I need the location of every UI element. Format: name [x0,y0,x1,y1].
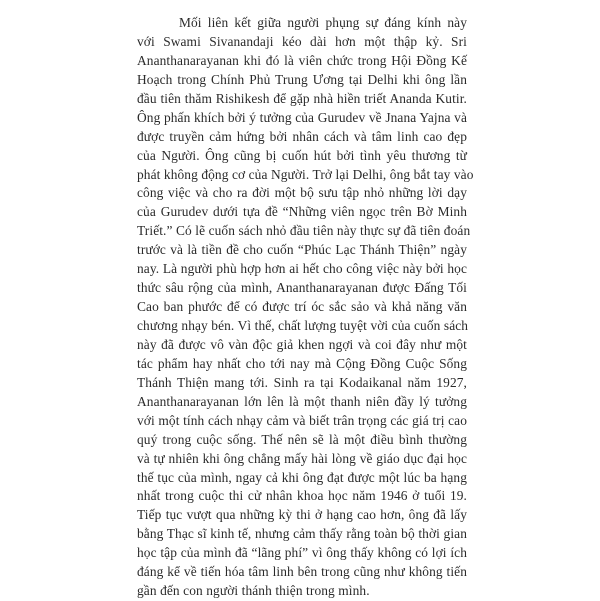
text-line: đầu tiên thăm Rishikesh để gặp nhà hiền triết Ananda Kutir. [137,90,467,106]
text-line: của Người. Ông cũng bị cuốn hút bởi tình yêu thương từ [137,147,467,163]
text-line: tác phẩm hay nhất cho tới nay mà Cộng Đồng Cuộc Sống [137,355,467,371]
text-line: Thánh Thiện mang tới. Sinh ra tại Kodaikanal năm 1927, [137,374,467,390]
text-line: của Gurudev dưới tựa đề “Những viên ngọc trên Bờ Minh [137,204,467,220]
text-line: Ananthanarayanan khi đó là viên chức trong Hội Đồng Kế [137,52,467,68]
text-line: Cao ban phước để có được trí óc sắc sảo và khả năng văn [137,299,467,315]
text-line: bằng Thạc sĩ kinh tế, nhưng cảm thấy rằng toàn bộ thời gian [137,526,467,542]
text-line: với một tính cách nhạy cảm và biết trân trọng các giá trị cao [137,412,467,428]
text-line: thức sâu rộng của mình, Ananthanarayanan được Đấng Tối [137,280,467,296]
text-line: chương nhạy bén. Vì thế, chất lượng tuyệt vời của cuốn sách [137,318,469,333]
text-line: và tự nhiên khi ông chẳng mấy hài lòng về giáo dục đại học [137,450,467,466]
text-line: với Swami Sivanandaji kéo dài hơn một thập kỷ. Sri [137,33,467,49]
text-line: được truyền cảm hứng bởi nhân cách và tâm linh cao đẹp [137,128,467,144]
text-line: thế tục của mình, ngay cả khi ông đạt được một lúc ba hạng [137,469,467,485]
text-line: phát không động cơ của Người. Trở lại Delhi, ông bắt tay vào [137,166,474,182]
body-text [137,14,474,601]
text-line: gần đến con người thánh thiện trong mình. [137,583,370,599]
text-line: Mối liên kết giữa người phụng sự đáng kính này [179,15,467,30]
text-line: trước và là tiền đề cho cuốn “Phúc Lạc Thánh Thiện” ngày [137,242,467,258]
text-line: Ông phấn khích bởi ý tưởng của Gurudev về Jnana Yajna và [137,109,467,125]
text-line: học tập của mình đã “lãng phí” vì ông thấy không có lợi ích [137,545,467,561]
text-line: Ananthanarayanan lớn lên là một thanh niên đầy lý tưởng [137,393,467,409]
text-line: đáng kể về tiến hóa tâm linh bên trong cũng như không tiến [137,564,467,580]
text-line: Hoạch trong Chính Phủ Trung Ương tại Delhi khi ông lần [137,71,467,87]
text-line: Triết.” Có lẽ cuốn sách nhỏ đầu tiên này thực sự đã tiên đoán [137,223,471,239]
text-line: Tiếp tục vượt qua những kỳ thi ở hạng cao hơn, ông đã lấy [137,507,467,523]
text-line: nhất trong cuộc thi cử nhân khoa học năm 1946 ở tuổi 19. [137,488,467,504]
text-line: nay. Là người phù hợp hơn ai hết cho công việc này bởi học [137,261,467,277]
text-line: công việc và cho ra đời một bộ sưu tập nhỏ những lời dạy [137,185,467,201]
text-line: này đã được vô vàn độc giả khen ngợi và coi đây như một [137,336,467,352]
text-line: quý trong cuộc sống. Thế nên sẽ là một điều bình thường [137,431,467,447]
